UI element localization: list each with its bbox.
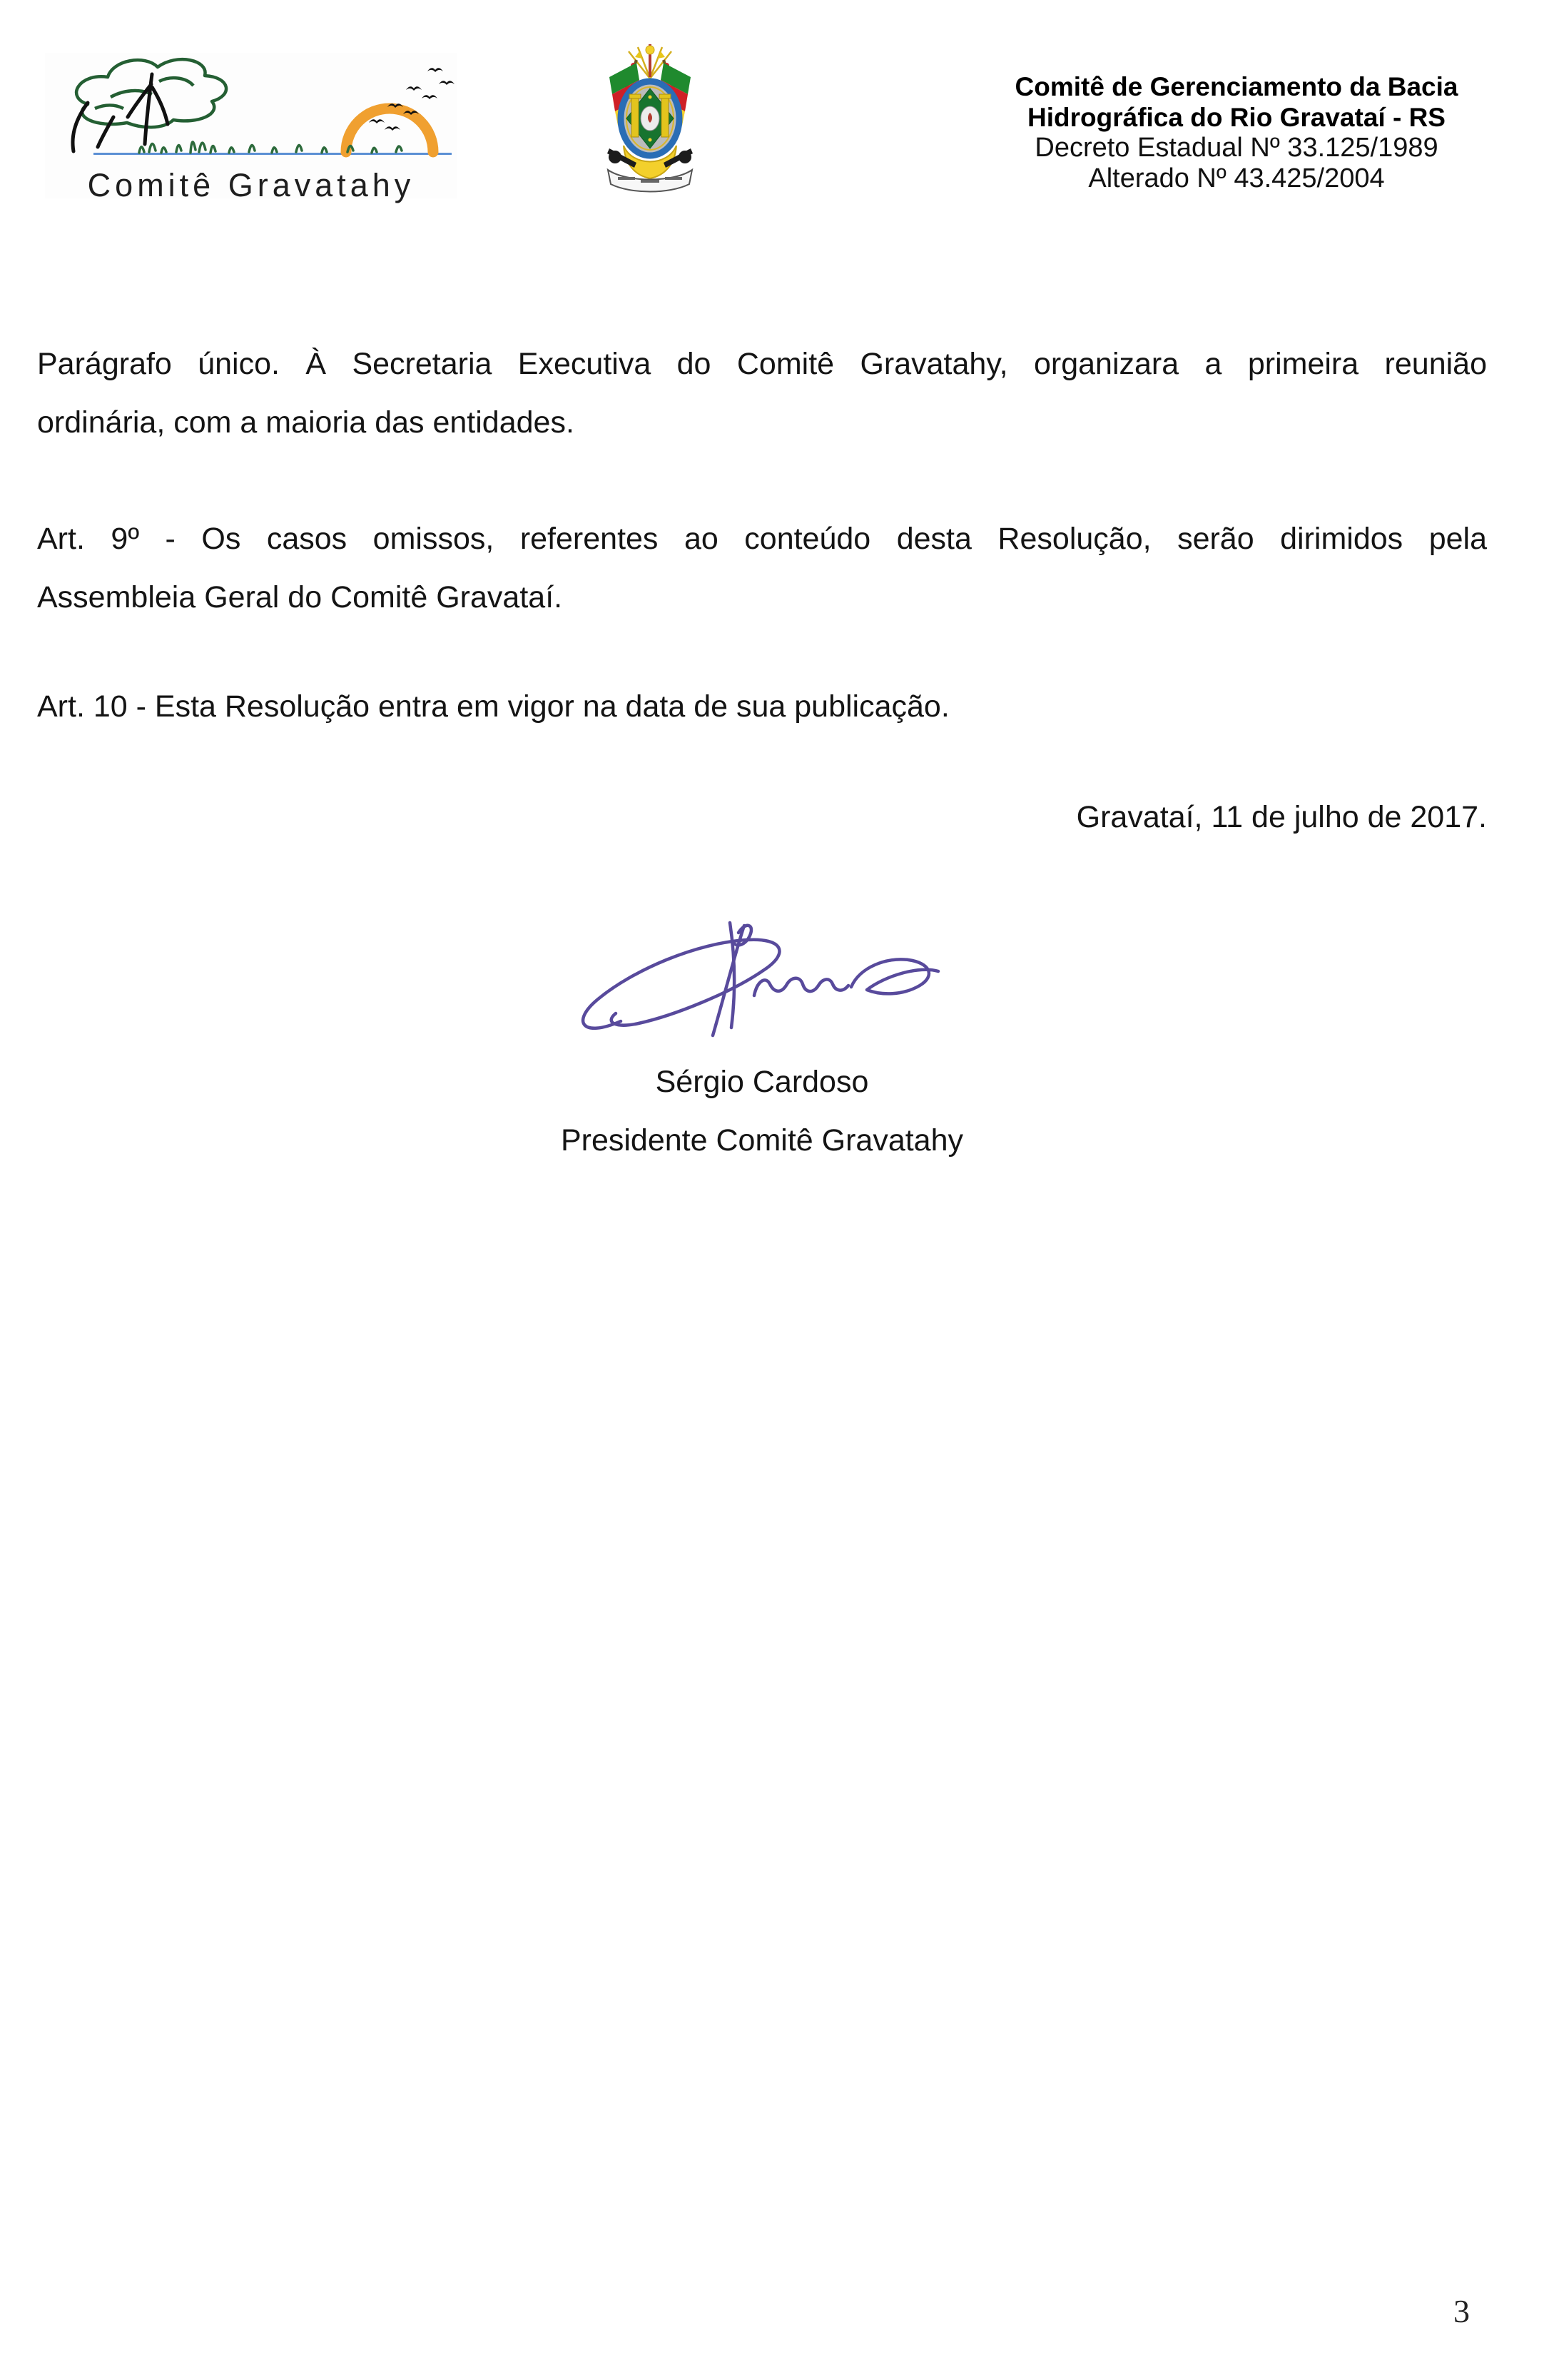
logo-caption: Comitê Gravatahy: [87, 167, 415, 203]
tree-trunk-icon: [73, 74, 168, 151]
org-title-block: [985, 71, 1488, 194]
rio-grande-do-sul-coat-of-arms-icon: [596, 41, 704, 198]
org-line-1: Comitê de Gerenciamento da Bacia: [1015, 72, 1458, 101]
signature-image: [567, 916, 949, 1040]
paragraph-art-10: [37, 677, 1487, 736]
org-line-2: Hidrográfica do Rio Gravataí - RS: [1027, 103, 1446, 132]
paragraph-art-9: [37, 510, 1487, 627]
paragraph-line: Assembleia Geral do Comitê Gravataí.: [37, 580, 563, 614]
page-number: 3: [1453, 2293, 1470, 2329]
gravatahy-logo: [45, 53, 457, 203]
org-line-4: Alterado Nº 43.425/2004: [1088, 163, 1385, 193]
signatory-name: Sérgio Cardoso: [655, 1065, 869, 1099]
paragraph-line: Art. 10 - Esta Resolução entra em vigor na data de sua publicação.: [37, 689, 950, 724]
tree-birds-sun-logo-icon: [45, 53, 457, 166]
birds-icon: [369, 68, 454, 131]
paragraph-line: ordinária, com a maioria das entidades.: [37, 405, 574, 440]
date-line: Gravataí, 11 de julho de 2017.: [1076, 800, 1487, 834]
paragraph-line: Art. 9º - Os casos omissos, referentes ao conteúdo desta Resolução, serão dirimidos pela: [37, 522, 1487, 556]
paragraph-unico: [37, 335, 1487, 452]
org-line-3: Decreto Estadual Nº 33.125/1989: [1035, 133, 1438, 163]
signatory-title: Presidente Comitê Gravatahy: [560, 1123, 964, 1158]
paragraph-line: Parágrafo único. À Secretaria Executiva do Comitê Gravatahy, organizara a primeira reunião: [37, 347, 1487, 381]
grass-icon: [139, 142, 402, 153]
sun-arc-icon: [346, 108, 433, 152]
